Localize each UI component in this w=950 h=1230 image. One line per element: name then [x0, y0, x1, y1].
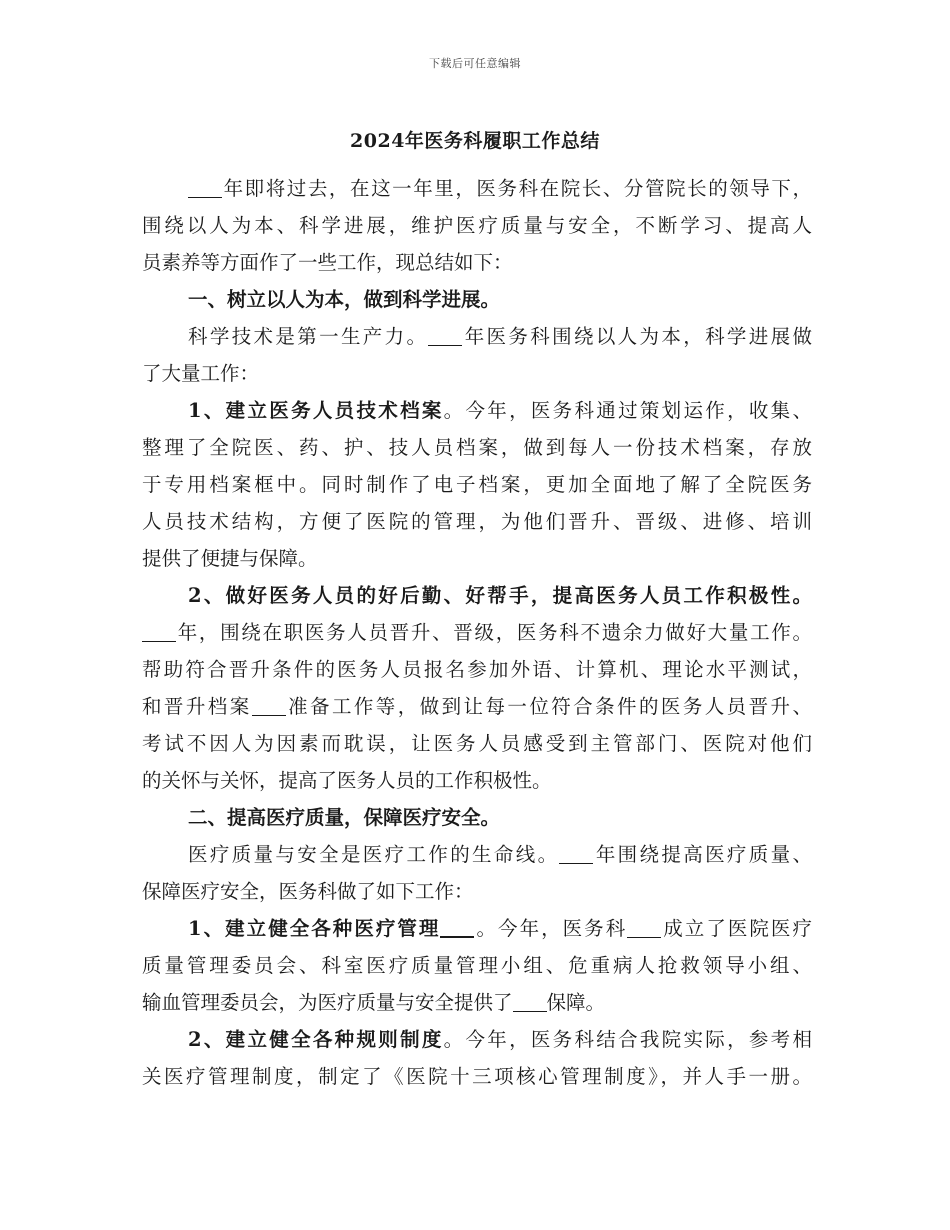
- blank-underline: [142, 622, 176, 643]
- text-run: 帮助符合晋升条件的医务人员报名参加外语、计算机、理论水平测试，: [142, 658, 812, 681]
- paragraph-line: [142, 244, 812, 281]
- subheading-line: [142, 577, 812, 614]
- text-run: 一、树立以人为本，做到科学进展。: [188, 288, 501, 311]
- text-run: 年医务科围绕以人为本，科学进展做: [462, 325, 812, 348]
- text-run: 医疗质量与安全是医疗工作的生命线。: [188, 843, 560, 866]
- paragraph-line: [142, 984, 812, 1021]
- paragraph-line: [142, 725, 812, 762]
- text-run: 保障。: [546, 991, 606, 1014]
- subheading-run: 1、建立健全各种医疗管理: [188, 917, 441, 940]
- text-run: 。今年，医务科通过策划运作，收集、: [443, 399, 812, 422]
- paragraph-line: [142, 688, 812, 725]
- paragraph-line: [142, 540, 812, 577]
- text-run: 2、做好医务人员的好后勤、好帮手，提高医务人员工作积极性。: [188, 584, 812, 607]
- paragraph-line: [142, 392, 812, 429]
- blank-underline: [188, 178, 222, 199]
- document-body: [142, 170, 812, 1095]
- paragraph-line: [142, 651, 812, 688]
- text-run: 考试不因人为因素而耽误，让医务人员感受到主管部门、医院对他们: [142, 732, 812, 755]
- section-heading: [142, 281, 812, 318]
- text-run: 和晋升档案: [142, 695, 252, 718]
- text-run: 围绕以人为本、科学进展，维护医疗质量与安全，不断学习、提高人: [142, 214, 812, 237]
- text-run: 人员技术结构，方便了医院的管理，为他们晋升、晋级、进修、培训: [142, 510, 812, 533]
- paragraph-line: [142, 503, 812, 540]
- text-run: 成立了医院医疗: [661, 917, 812, 940]
- blank-underline: [627, 918, 661, 939]
- text-run: 质量管理委员会、科室医疗质量管理小组、危重病人抢救领导小组、: [142, 954, 812, 977]
- subheading-run: 1、建立医务人员技术档案: [188, 399, 444, 422]
- document-title: 2024年医务科履职工作总结: [350, 130, 600, 152]
- text-run: 年，围绕在职医务人员晋升、晋级，医务科不遗余力做好大量工作。: [176, 621, 812, 644]
- subheading-run: 2、建立健全各种规则制度: [188, 1028, 444, 1051]
- section-heading: [142, 799, 812, 836]
- text-run: 年围绕提高医疗质量、: [593, 843, 812, 866]
- text-run: 二、提高医疗质量，保障医疗安全。: [188, 806, 501, 829]
- text-run: 关医疗管理制度，制定了《医院十三项核心管理制度》，并人手一册。: [142, 1065, 812, 1088]
- text-run: 提供了便捷与保障。: [142, 547, 318, 570]
- text-run: 。今年，医务科: [474, 917, 628, 940]
- text-run: 整理了全院医、药、护、技人员档案，做到每人一份技术档案，存放: [142, 436, 812, 459]
- text-run: 输血管理委员会，为医疗质量与安全提供了: [142, 991, 513, 1014]
- paragraph-line: [142, 318, 812, 355]
- paragraph-line: [142, 355, 812, 392]
- paragraph-line: [142, 762, 812, 799]
- paragraph-line: [142, 947, 812, 984]
- paragraph-line: [142, 836, 812, 873]
- text-run: 保障医疗安全，医务科做了如下工作：: [142, 880, 474, 903]
- blank-underline: [559, 844, 593, 865]
- text-run: 的关怀与关怀，提高了医务人员的工作积极性。: [142, 769, 552, 792]
- paragraph-line: [142, 170, 812, 207]
- text-run: 年即将过去，在这一年里，医务科在院长、分管院长的领导下，: [222, 177, 812, 200]
- text-run: 于专用档案框中。同时制作了电子档案，更加全面地了解了全院医务: [142, 473, 812, 496]
- text-run: 员素养等方面作了一些工作，现总结如下：: [142, 251, 513, 274]
- blank-underline: [428, 326, 462, 347]
- paragraph-line: [142, 466, 812, 503]
- paragraph-line: [142, 1058, 812, 1095]
- paragraph-line: [142, 1021, 812, 1058]
- text-run: 了大量工作：: [142, 362, 260, 385]
- paragraph-line: [142, 614, 812, 651]
- text-run: 准备工作等，做到让每一位符合条件的医务人员晋升、: [285, 695, 812, 718]
- paragraph-line: [142, 910, 812, 947]
- paragraph-line: [142, 873, 812, 910]
- blank-underline: [252, 696, 286, 717]
- text-run: 。今年，医务科结合我院实际，参考相: [443, 1028, 812, 1051]
- paragraph-line: [142, 207, 812, 244]
- blank-underline: [513, 992, 547, 1013]
- page-header-note: 下载后可任意编辑: [429, 57, 521, 70]
- blank-underline: [440, 917, 474, 939]
- text-run: 科学技术是第一生产力。: [188, 325, 429, 348]
- paragraph-line: [142, 429, 812, 466]
